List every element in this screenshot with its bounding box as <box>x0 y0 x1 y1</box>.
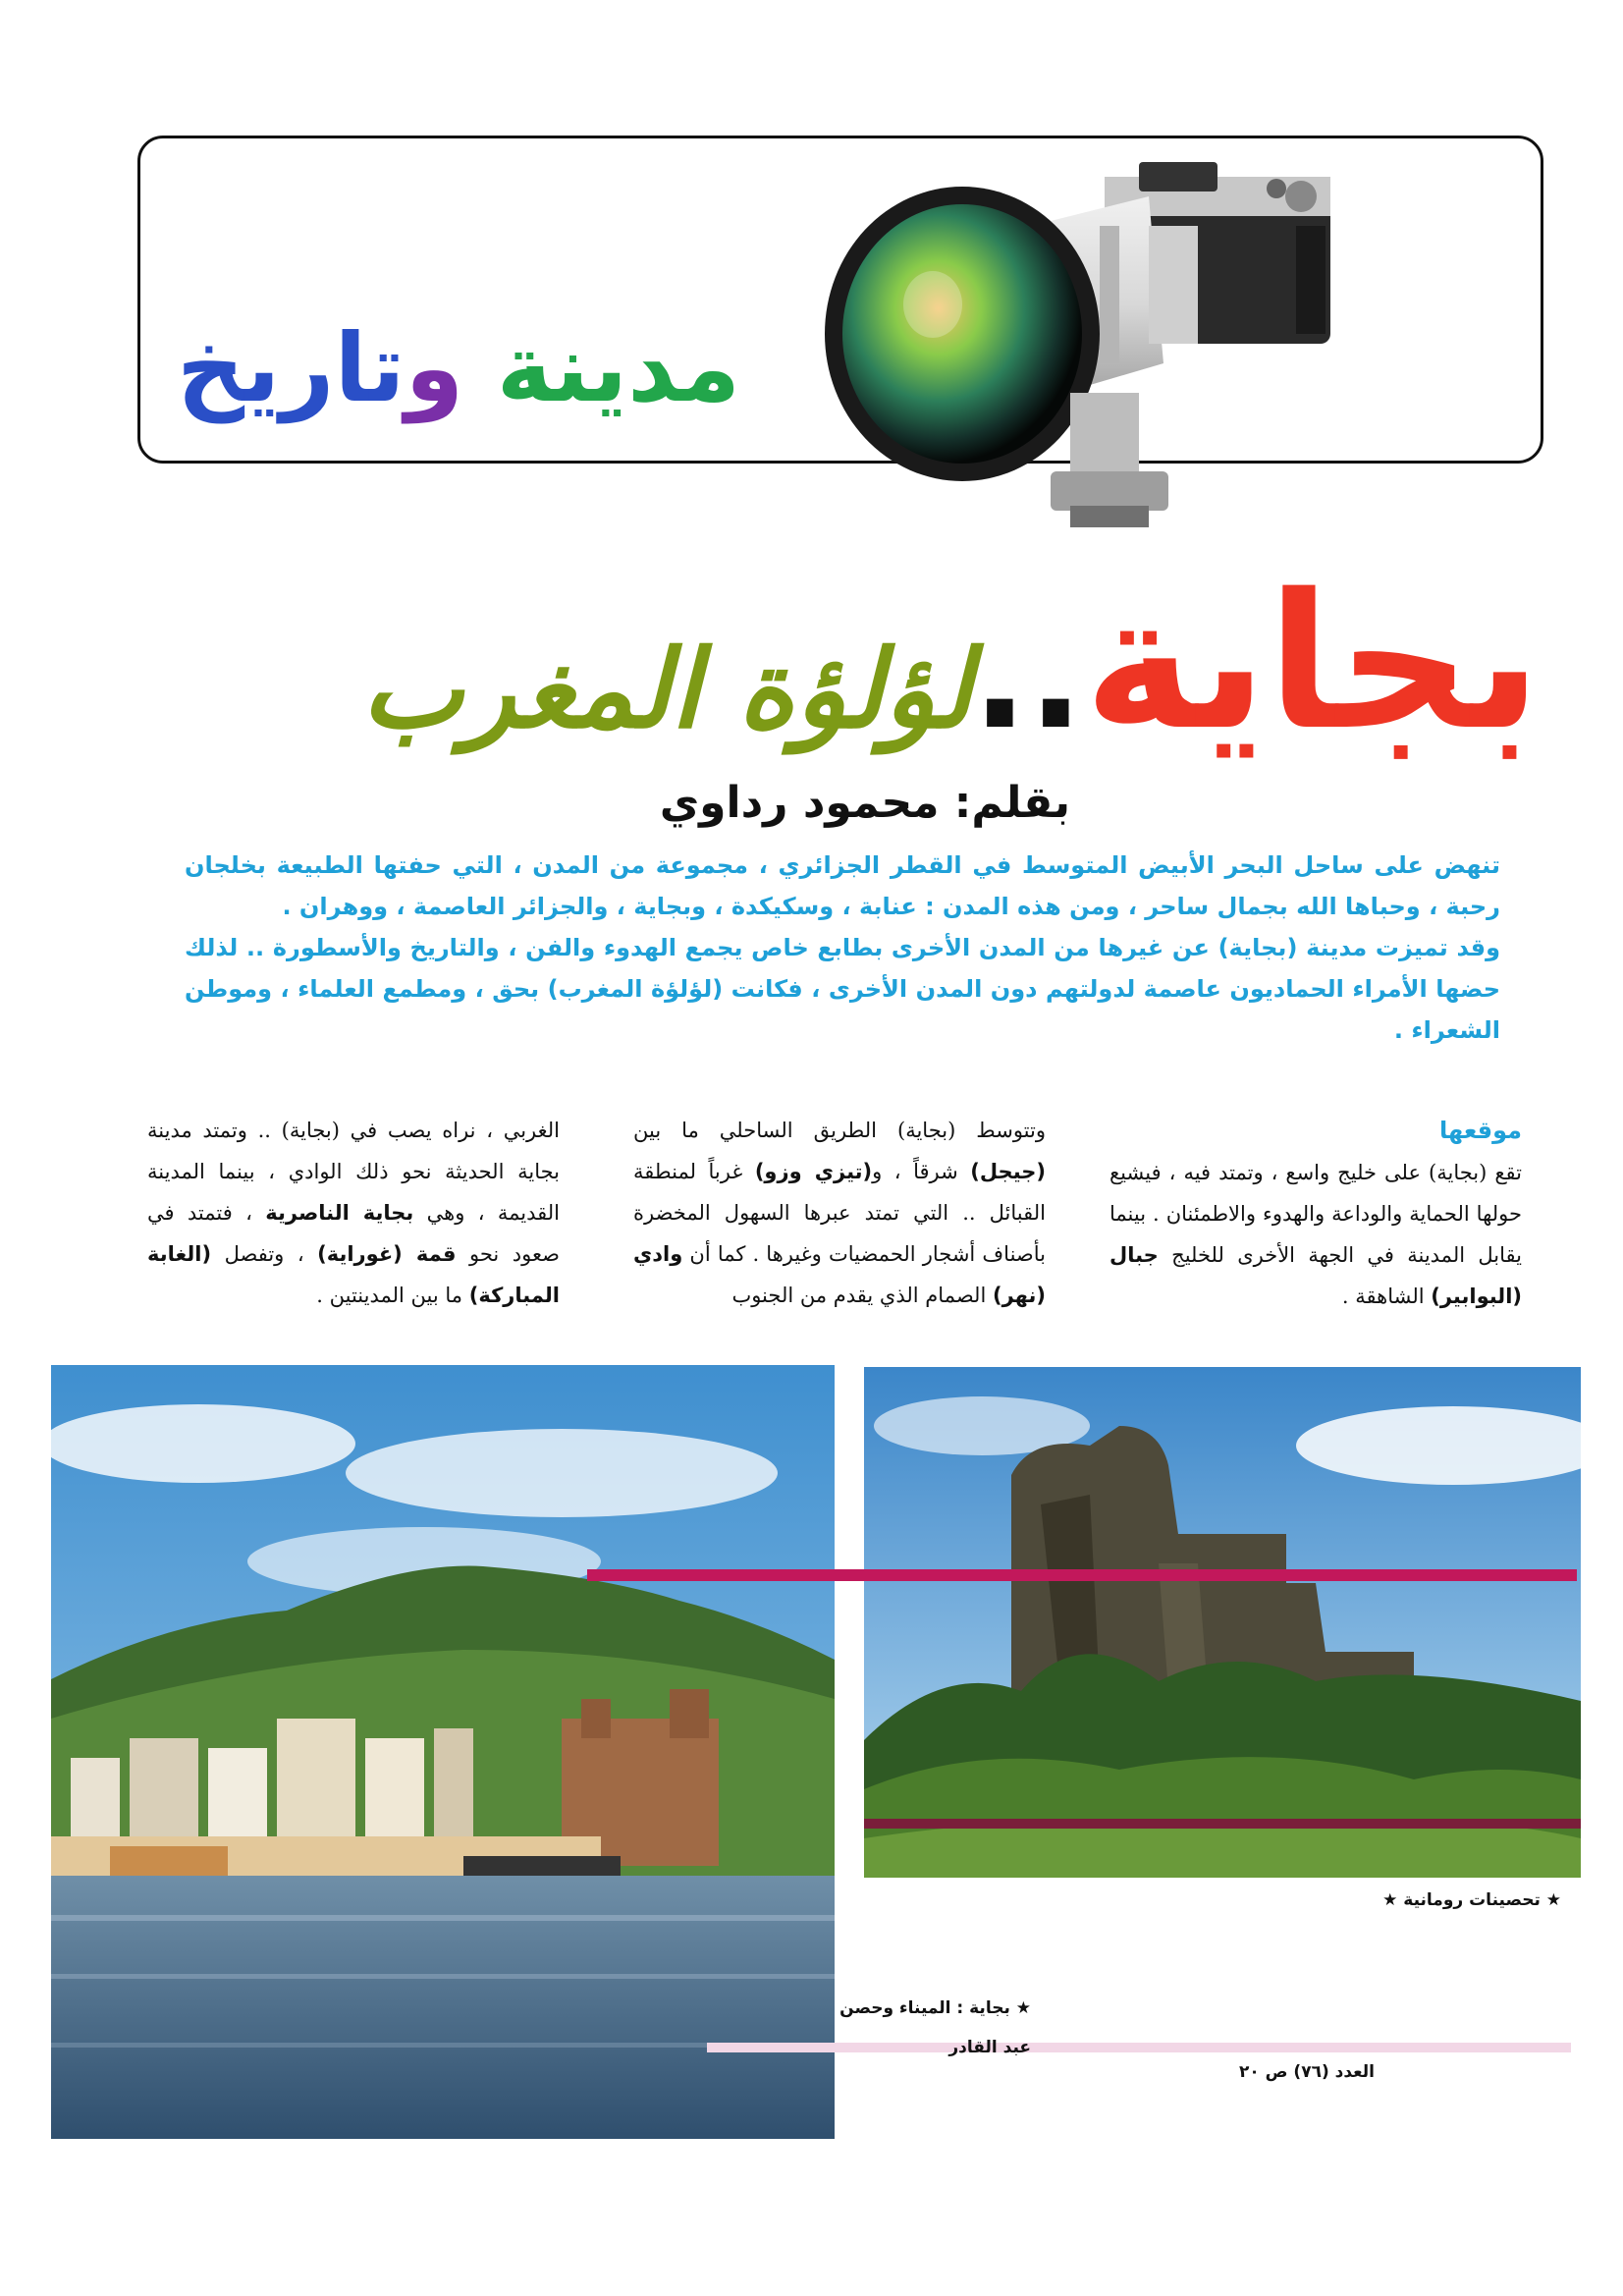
intro-text <box>185 845 1500 1051</box>
column-bold-text: (تيزي وزو) <box>754 1160 873 1183</box>
column-bold-text: جبال (البوابير) <box>1109 1243 1522 1308</box>
column-text: الشاهقة . <box>1341 1285 1425 1308</box>
column-text: ، وتفصل <box>224 1242 304 1266</box>
column-middle <box>633 1110 1046 1316</box>
column-text: تقع (بجاية) على خليج واسع ، وتمتد فيه ، فيشيع حولها الحماية والوداعة والهدوء والاطمئنان . بينما يقابل المدينة في الجهة الأخرى للخليج <box>1109 1161 1522 1267</box>
section-title-word-city: مدينة <box>496 313 741 423</box>
column-bold-text: وادي (نهر) <box>633 1242 1046 1307</box>
scan-glitch-stripe <box>864 1819 1581 1829</box>
column-text: الغربي ، نراه يصب في (بجاية) .. وتمتد مدينة بجاية الحديثة نحو ذلك الوادي ، بينما المدينة القديمة ، وهي <box>147 1119 560 1225</box>
column-text: غرباً لمنطقة القبائل .. التي تمتد عبرها السهول المخضرة بأصناف أشجار الحمضيات وغيرها . كما أن <box>633 1160 1046 1266</box>
caption-line: ★ بجاية : الميناء وحصن <box>839 1998 1031 2018</box>
column-bold-text: (جيجل) <box>970 1160 1046 1183</box>
title-main: بجاية <box>1083 554 1542 771</box>
column-left <box>147 1110 560 1316</box>
scan-glitch-stripe <box>587 1569 1577 1581</box>
roman-fortifications-photo <box>864 1367 1581 1878</box>
title-subtitle: لؤلؤة المغرب <box>361 626 972 752</box>
section-title-word-history: تاريخ <box>177 313 406 423</box>
column-text: شرقاً ، و <box>872 1160 958 1183</box>
column-bold-text: (الغابة المباركة) <box>147 1242 560 1307</box>
column-location <box>1109 1110 1522 1317</box>
page-footer: العدد (٧٦) ص ٢٠ <box>1238 2062 1375 2082</box>
photo-caption-right: ★ تحصينات رومانية ★ <box>1382 1890 1561 1910</box>
column-bold-text: قمة (غوراية) <box>317 1242 457 1266</box>
column-text: ، فتمتد في صعود نحو <box>147 1201 560 1266</box>
column-text: وتتوسط (بجاية) الطريق الساحلي ما بين <box>633 1119 1046 1142</box>
title-dots: .. <box>971 591 1084 762</box>
caption-line: عبد القادر <box>948 2038 1031 2057</box>
section-title <box>177 295 825 442</box>
intro-paragraph: وقد تميزت مدينة (بجاية) عن غيرها من المدن الأخرى بطابع خاص يجمع الهدوء والفن ، والتاريخ والأسطورة .. لذلك حضها الأمراء الحماديون عاصمة لدولتهم دون المدن الأخرى ، فكانت (لؤلؤة المغرب) بحق ، ومطمع العلماء ، وموطن الشعراء . <box>185 934 1500 1044</box>
harbor-photo <box>51 1365 835 2139</box>
author-byline: بقلم: محمود رداوي <box>659 778 1070 828</box>
section-title-word-and: و <box>405 313 464 423</box>
article-title <box>147 550 1542 776</box>
column-bold-text: بجاية الناصرية <box>265 1201 414 1225</box>
photo-caption-left <box>839 1989 1031 2067</box>
column-text: الصمام الذي يقدم من الجنوب <box>731 1284 987 1307</box>
column-heading: موقعها <box>1438 1117 1522 1144</box>
intro-paragraph: تنهض على ساحل البحر الأبيض المتوسط في القطر الجزائري ، مجموعة من المدن ، التي حفتها الطبيعة بخلجان رحبة ، وحباها الله بجمال ساحر ، ومن هذه المدن : عنابة ، وسكيكدة ، وبجاية ، والجزائر العاصمة ، ووهران . <box>185 851 1500 920</box>
column-text: ما بين المدينتين . <box>316 1284 463 1307</box>
scan-glitch-stripe <box>707 2043 1571 2052</box>
camera-illustration <box>825 157 1375 540</box>
